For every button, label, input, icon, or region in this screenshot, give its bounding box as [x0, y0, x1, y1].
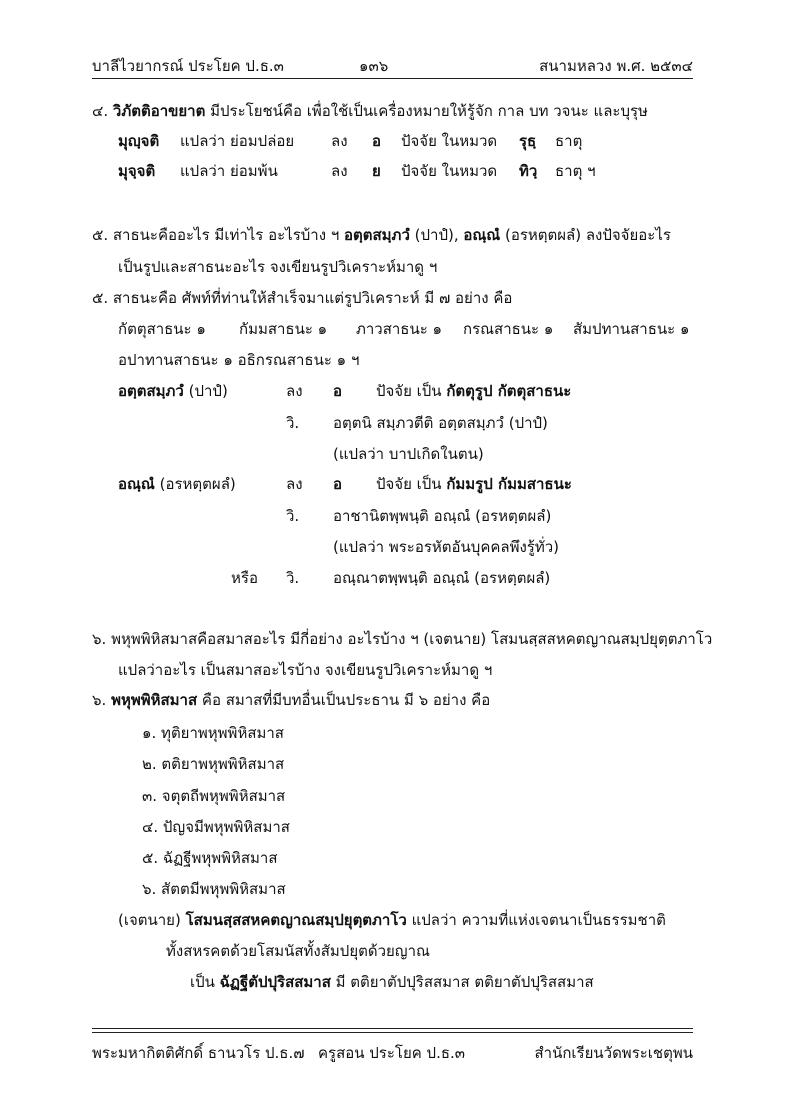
a5-type-4: กรณสาธนะ ๑: [463, 320, 554, 338]
a6-item-3: ๓. จตุตถีพหุพพิหิสมาส: [142, 787, 286, 805]
a5-w2-suffix: อ: [333, 475, 343, 493]
ex1-end: ธาตุ: [555, 132, 583, 150]
a5-type-2: กัมมสาธนะ ๑: [239, 320, 328, 338]
a5-w2-vi: วิ.: [286, 507, 300, 525]
a6-item-1: ๑. ทุติยาพหุพพิหิสมาส: [142, 724, 284, 742]
a5-w2-paren: (อรหตฺตผลํ): [154, 475, 236, 493]
a5-type-1: กัตตุสาธนะ ๑: [118, 320, 206, 338]
a5-w2-lng: ลง: [286, 475, 303, 493]
a6-c1-meaning: แปลว่า ความที่แห่งเจตนาเป็นธรรมชาติ: [406, 911, 666, 929]
ex1-group: รุธฺ: [519, 132, 537, 150]
ex2-group: ทิวฺ: [519, 162, 538, 180]
ex1-meaning: แปลว่า ย่อมปล่อย: [180, 132, 295, 150]
a5-w1-b1: กัตตุรูป กัตตุสาธนะ: [446, 382, 572, 400]
a5-w2-or: หรือ: [231, 569, 258, 587]
q4-line: [92, 101, 648, 121]
a5-type-3: ภาวสาธนะ ๑: [356, 320, 443, 338]
ex2-meaning: แปลว่า ย่อมพ้น: [180, 162, 278, 180]
a5-w1-suffix: อ: [333, 382, 343, 400]
a6-compound-line-3: [190, 972, 594, 992]
footer-rule-bottom: [92, 1032, 693, 1033]
q4-number: ๔.: [92, 102, 109, 120]
q5-text-a: สาธนะคืออะไร มีเท่าไร อะไรบ้าง ฯ: [112, 226, 345, 244]
a5-w1-word: [118, 381, 228, 401]
a6-item-5: ๕. ฉัฏฐีพหุพพิหิสมาส: [142, 849, 278, 867]
q6-line-2: แปลว่าอะไร เป็นสมาสอะไรบ้าง จงเขียนรูปวิเคราะห์มาดู ฯ: [118, 661, 493, 679]
a6-compound-line-1: [118, 910, 666, 930]
page-header: [92, 54, 693, 76]
q5-line-1: [92, 225, 671, 245]
a6-text: คือ สมาสที่มีบทอื่นเป็นประธาน มี ๖ อย่าง คือ: [197, 691, 491, 709]
a6-c3-rest: มี ตติยาตัปปุริสสมาส ตติยาตัปปุริสสมาส: [330, 973, 594, 991]
a5-w1-vi: วิ.: [286, 414, 300, 432]
ex2-lng: ลง: [331, 162, 348, 180]
a6-term: พหุพพิหิสมาส: [111, 691, 198, 709]
a5-text: สาธนะคือ ศัพท์ที่ท่านให้สำเร็จมาแต่รูปวิเคราะห์ มี ๗ อย่าง คือ: [112, 289, 513, 307]
a5-type-5: สัมปทานสาธนะ ๑: [573, 320, 690, 338]
a6-number: ๖.: [92, 691, 107, 709]
a5-w2-desc: [376, 474, 572, 494]
a5-w1-paren: (ปาปํ): [183, 382, 228, 400]
header-right: สนามหลวง พ.ศ. ๒๕๓๔: [539, 57, 693, 75]
ex2-suffix: ย: [372, 162, 381, 180]
q4-term: วิภัตติอาขยาต: [112, 102, 206, 120]
a5-w1-term: อตฺตสมฺภวํ: [118, 382, 184, 400]
q6-line-1: [92, 629, 712, 649]
ex1-lng: ลง: [331, 132, 348, 150]
a5-w2-or-text: อณฺณาตพฺพนฺติ อณฺณํ (อรหตฺตผลํ): [333, 569, 551, 587]
q4-example-1: [118, 131, 159, 151]
q5-text-c: (ปาปํ),: [409, 226, 464, 244]
a5-w2-vi-text: อาชานิตพฺพนฺติ อณฺณํ (อรหตฺตผลํ): [333, 507, 552, 525]
a5-line-3: อปาทานสาธนะ ๑ อธิกรณสาธนะ ๑ ฯ: [118, 351, 360, 369]
q6-number: ๖.: [92, 630, 107, 648]
header-left: บาลีไวยากรณ์ ประโยค ป.ธ.๓: [92, 57, 284, 75]
q5-term-2: อณฺณํ: [463, 226, 501, 244]
a5-w2-word: [118, 474, 236, 494]
a5-w1-lng: ลง: [286, 382, 303, 400]
q5-line-2: เป็นรูปและสาธนะอะไร จงเขียนรูปวิเคราะห์มาดู ฯ: [118, 258, 438, 276]
a6-compound-line-2: ทั้งสหรคตด้วยโสมนัสทั้งสัมปยุตด้วยญาณ: [166, 942, 430, 960]
footer-left: พระมหากิตติศักดิ์ ธานวโร ป.ธ.๗: [92, 1044, 305, 1062]
a5-w2-p1: ปัจจัย เป็น: [376, 475, 447, 493]
q5-term-1: อตฺตสมฺภวํ: [344, 226, 410, 244]
a6-item-6: ๖. สัตตมีพหุพพิหิสมาส: [142, 880, 286, 898]
a5-w1-desc: [376, 381, 571, 401]
ex2-end: ธาตุ ฯ: [555, 162, 596, 180]
a6-c3-prefix: เป็น: [190, 973, 220, 991]
a6-c1-term: โสมนสฺสสหคตญาณสมฺปยุตฺตภาโว: [185, 911, 407, 929]
ex2-rest: ปัจจัย ในหมวด: [401, 162, 498, 180]
a5-number: ๕.: [92, 289, 109, 307]
q5-text-e: (อรหตฺตผลํ) ลงปัจจัยอะไร: [500, 226, 671, 244]
a6-c3-term: ฉัฏฐีตัปปุริสสมาส: [219, 973, 331, 991]
footer-rule-top: [92, 1028, 693, 1029]
page-footer: [92, 1041, 693, 1063]
q6-text: พหุพพิหิสมาสคือสมาสอะไร มีกี่อย่าง อะไรบ้าง ฯ (เจตนาย) โสมนสฺสสหคตญาณสมฺปยุตฺตภาโว: [111, 630, 713, 648]
ex2-word: มุจฺจติ: [118, 162, 156, 180]
a6-item-2: ๒. ตติยาพหุพพิหิสมาส: [142, 755, 285, 773]
a6-item-4: ๔. ปัญจมีพหุพพิหิสมาส: [142, 818, 290, 836]
ex1-word: มุญฺจติ: [118, 132, 160, 150]
header-page-number: ๑๓๖: [359, 57, 389, 75]
a5-w1-p1: ปัจจัย เป็น: [376, 382, 447, 400]
a5-w2-translation: (แปลว่า พระอรหัตอันบุคคลพึงรู้ทั่ว): [333, 538, 560, 556]
a5-w2-term: อณฺณํ: [118, 475, 155, 493]
a5-w1-translation: (แปลว่า บาปเกิดในตน): [333, 445, 484, 463]
ex1-rest: ปัจจัย ในหมวด: [401, 132, 498, 150]
a6-c1-prefix: (เจตนาย): [118, 911, 186, 929]
q5-number: ๕.: [92, 226, 109, 244]
footer-center: ครูสอน ประโยค ป.ธ.๓: [318, 1044, 466, 1062]
header-rule: [92, 78, 693, 79]
a5-w2-or-vi: วิ.: [286, 569, 300, 587]
a6-line-1: [92, 690, 490, 710]
q4-text: มีประโยชน์คือ เพื่อใช้เป็นเครื่องหมายให้รู้จัก กาล บท วจนะ และบุรุษ: [205, 102, 648, 120]
ex1-suffix: อ: [372, 132, 382, 150]
a5-w2-b1: กัมมรูป กัมมสาธนะ: [446, 475, 572, 493]
a5-line-1: [92, 288, 512, 308]
a5-w1-vi-text: อตฺตนิ สมฺภวตีติ อตฺตสมฺภวํ (ปาปํ): [333, 414, 548, 432]
footer-right: สำนักเรียนวัดพระเชตุพน: [534, 1044, 693, 1062]
